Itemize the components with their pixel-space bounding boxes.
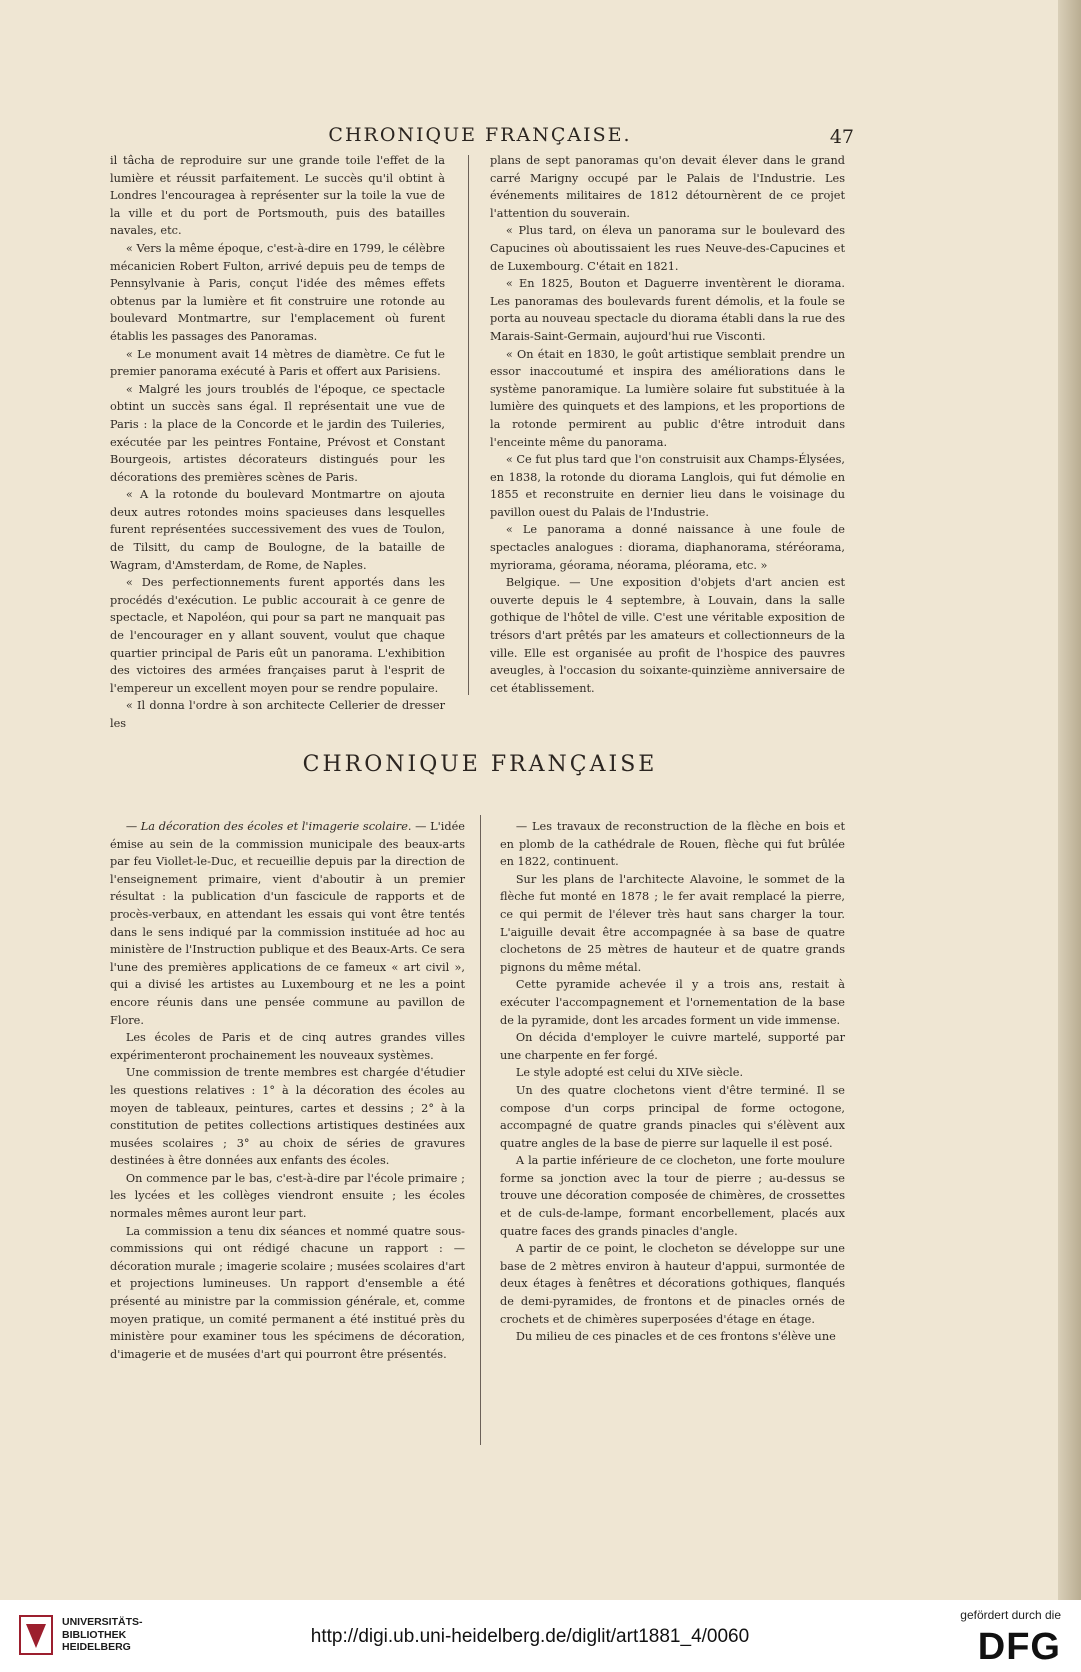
university-library-logo[interactable] bbox=[18, 1612, 168, 1662]
paragraph: « Plus tard, on éleva un panorama sur le boulevard des Capucines où aboutissaient les rues Neuve-des-Capucines et de Luxembourg. C'était en 1821. bbox=[490, 224, 845, 273]
running-title: CHRONIQUE FRANÇAISE. bbox=[328, 124, 632, 146]
paragraph: il tâcha de reproduire sur une grande toile l'effet de la lumière et réussit parfaitement. Le succès qu'il obtint à Londres l'encouragea à représenter sur la toile la vue de la ville et du port de Portsmouth, puis des batailles navales, etc. bbox=[110, 154, 445, 238]
section-title: CHRONIQUE FRANÇAISE bbox=[302, 752, 658, 777]
paragraph: « Malgré les jours troublés de l'époque, ce spectacle obtint un succès sans égal. Il représentait une vue de Paris : la place de la Concorde et le jardin des Tuileries, exécutée par les peintres Fontaine, Prévost et Constant Bourgeois, artistes décorateurs distingués pour les décorations des premières scènes de Paris. bbox=[110, 382, 445, 484]
paragraph: « Des perfectionnements furent apportés dans les procédés d'exécution. Le public accourait à ce genre de spectacle, et Napoléon, qui pour sa part ne manquait pas de l'encourager en y allant souvent, voulut que chaque quartier principal de Paris eût un panorama. L'exhibition des victoires des armées françaises parut à l'esprit de l'empereur un excellent moyen pour se rendre populaire. bbox=[110, 576, 445, 695]
dfg-caption: gefördert durch die bbox=[960, 1608, 1061, 1622]
lead-rest: — L'idée émise au sein de la commission municipale des beaux-arts par feu Viollet-le-Duc, et recueillie depuis par la direction de l'enseignement primaire, vient d'aboutir à un premier résultat : la publication d'un fascicule de rapports et de procès-verbaux, en attendant les essais qui vont être tentés dans le sens indiqué par la commission instituée ad hoc au ministère de l'Instruction publique et des Beaux-Arts. Ce sera l'une des premières applications de ce fameux « art civil », qui a divisé les artistes au Luxembourg et ne les a point encore réunis dans une pensée commune au pavillon de Flore. bbox=[110, 820, 465, 1027]
paragraph: A partir de ce point, le clocheton se développe sur une base de 2 mètres environ à hauteur d'appui, surmontée de deux étages à fenêtres et décorations gothiques, flanqués de demi-pyramides, de frontons et de pinacles ornés de crochets et de chimères superposées d'étage en étage. bbox=[500, 1242, 845, 1326]
bottom-right-column bbox=[500, 818, 845, 1346]
page-header bbox=[110, 124, 854, 148]
paragraph: « Il donna l'ordre à son architecte Cellerier de dresser les bbox=[110, 699, 445, 730]
paragraph: On décida d'employer le cuivre martelé, supporté par une charpente en fer forgé. bbox=[500, 1031, 845, 1062]
paragraph: Les écoles de Paris et de cinq autres grandes villes expérimenteront prochainement les nouveaux systèmes. bbox=[110, 1031, 465, 1062]
paragraph: La commission a tenu dix séances et nommé quatre sous-commissions qui ont rédigé chacune un rapport : — décoration murale ; imagerie scolaire ; musées scolaires d'art et projections lumineuses. Un rapport d'ensemble a été présenté au ministre par la commission générale, et, comme moyen pratique, un comité permanent a été institué près du ministère pour examiner tous les spécimens de décoration, d'imagerie et de musées d'art qui pourront être présentés. bbox=[110, 1224, 465, 1361]
source-url-link[interactable]: http://digi.ub.uni-heidelberg.de/diglit/art1881_4/0060 bbox=[310, 1626, 750, 1647]
paragraph: « Le panorama a donné naissance à une foule de spectacles analogues : diorama, diaphanorama, stéréorama, myriorama, géorama, néorama, pléorama, etc. » bbox=[490, 523, 845, 572]
page-number: 47 bbox=[829, 126, 854, 148]
paragraph: Un des quatre clochetons vient d'être terminé. Il se compose d'un corps principal de forme octogone, accompagné de quatre grands pinacles qui s'élèvent aux quatre angles de la base de pierre sur laquelle il est posé. bbox=[500, 1083, 845, 1150]
paragraph: Du milieu de ces pinacles et de ces frontons s'élève une bbox=[515, 1330, 836, 1344]
paragraph: « On était en 1830, le goût artistique semblait prendre un essor inaccoutumé et inspira des améliorations dans le système panoramique. La lumière solaire fut substituée à la lumière des quinquets et des lampions, et les proportions de la rotonde permirent au public d'être introduit dans l'enceinte même du panorama. bbox=[490, 347, 845, 449]
paragraph: Sur les plans de l'architecte Alavoine, le sommet de la flèche fut monté en 1878 ; le fer avait remplacé la pierre, ce qui permit de l'élever très haut sans charger la tour. L'aiguille devait être accompagnée à sa base de quatre clochetons de 25 mètres de hauteur et de quatre grands pignons du même métal. bbox=[500, 872, 845, 974]
paragraph: « En 1825, Bouton et Daguerre inventèrent le diorama. Les panoramas des boulevards furent démolis, et la foule se porta au nouveau spectacle du diorama établi dans la rue des Marais-Saint-Germain, aujourd'hui rue Visconti. bbox=[490, 277, 845, 343]
lead-paragraph bbox=[110, 818, 465, 1029]
paragraph: On commence par le bas, c'est-à-dire par l'école primaire ; les lycées et les collèges viendront ensuite ; les écoles normales mêmes auront leur part. bbox=[110, 1171, 465, 1221]
top-left-column bbox=[110, 152, 445, 733]
paragraph: Cette pyramide achevée il y a trois ans, restait à exécuter l'accompagnement et l'ornementation de la base de la pyramide, dont les arcades forment un vide immense. bbox=[500, 978, 845, 1027]
footer-bar bbox=[0, 1600, 1081, 1672]
paragraph: « Vers la même époque, c'est-à-dire en 1799, le célèbre mécanicien Robert Fulton, arrivé depuis peu de temps de Pennsylvanie à Paris, conçut l'idée des mêmes effets obtenus par la lumière et fit construire une rotonde au boulevard Montmartre, sur l'emplacement où furent établis les passages des Panoramas. bbox=[110, 241, 445, 343]
paragraph: plans de sept panoramas qu'on devait élever dans le grand carré Marigny occupé par le Palais de l'Industrie. Les événements militaires de 1812 détournèrent de ce projet l'attention du souverain. bbox=[490, 154, 845, 220]
paragraph: « Le monument avait 14 mètres de diamètre. Ce fut le premier panorama exécuté à Paris et offert aux Parisiens. bbox=[110, 347, 445, 379]
paragraph: A la partie inférieure de ce clocheton, une forte moulure forme sa jonction avec la tour de pierre ; au-dessus se trouve une décoration composée de chimères, de crossettes et de culs-de-lampe, formant encorbellement, placés aux quatre faces des grands pinacles d'angle. bbox=[500, 1154, 845, 1238]
paragraph: Belgique. — Une exposition d'objets d'art ancien est ouverte depuis le 4 septembre, à Louvain, dans la salle gothique de l'hôtel de ville. C'est une véritable exposition de trésors d'art prêtés par les amateurs et collectionneurs de la ville. Elle est organisée au profit de l'hospice des pauvres aveugles, à l'occasion du soixante-quinzième anniversaire de cet établissement. bbox=[490, 576, 845, 695]
logo-line: BIBLIOTHEK bbox=[62, 1628, 127, 1641]
bottom-left-column bbox=[110, 818, 465, 1363]
university-seal-icon bbox=[18, 1614, 54, 1656]
lead-italic: — La décoration des écoles et l'imagerie scolaire. bbox=[125, 820, 412, 833]
paragraph: « Ce fut plus tard que l'on construisit aux Champs-Élysées, en 1838, la rotonde du diorama Langlois, qui fut démolie en 1855 et reconstruite en dernier lieu dans le voisinage du pavillon ouest du Palais de l'Industrie. bbox=[490, 453, 845, 519]
paragraph: Une commission de trente membres est chargée d'étudier les questions relatives : 1° à la décoration des écoles au moyen de tableaux, peintures, cartes et dessins ; 2° à la constitution de petites collections artistiques destinées aux musées scolaires ; 3° au choix de séries de gravures destinées à être données aux enfants des écoles. bbox=[110, 1066, 465, 1168]
paragraph: « A la rotonde du boulevard Montmartre on ajouta deux autres rotondes moins spacieuses dans lesquelles furent représentées successivement des vues de Toulon, de Tilsitt, du camp de Boulogne, de la bataille de Wagram, d'Amsterdam, de Rome, de Naples. bbox=[110, 488, 445, 572]
paragraph: — Les travaux de reconstruction de la flèche en bois et en plomb de la cathédrale de Rouen, flèche qui fut brûlée en 1822, continuent. bbox=[500, 820, 845, 869]
top-right-column bbox=[490, 152, 845, 697]
paragraph: Le style adopté est celui du XIVe siècle. bbox=[515, 1066, 744, 1080]
logo-line: HEIDELBERG bbox=[62, 1641, 131, 1653]
logo-text bbox=[62, 1616, 143, 1654]
logo-line: UNIVERSITÄTS- bbox=[62, 1616, 143, 1628]
page-edge bbox=[1058, 0, 1081, 1600]
column-rule bbox=[468, 155, 469, 695]
dfg-logo[interactable]: DFG bbox=[977, 1626, 1061, 1668]
column-rule bbox=[480, 815, 481, 1445]
